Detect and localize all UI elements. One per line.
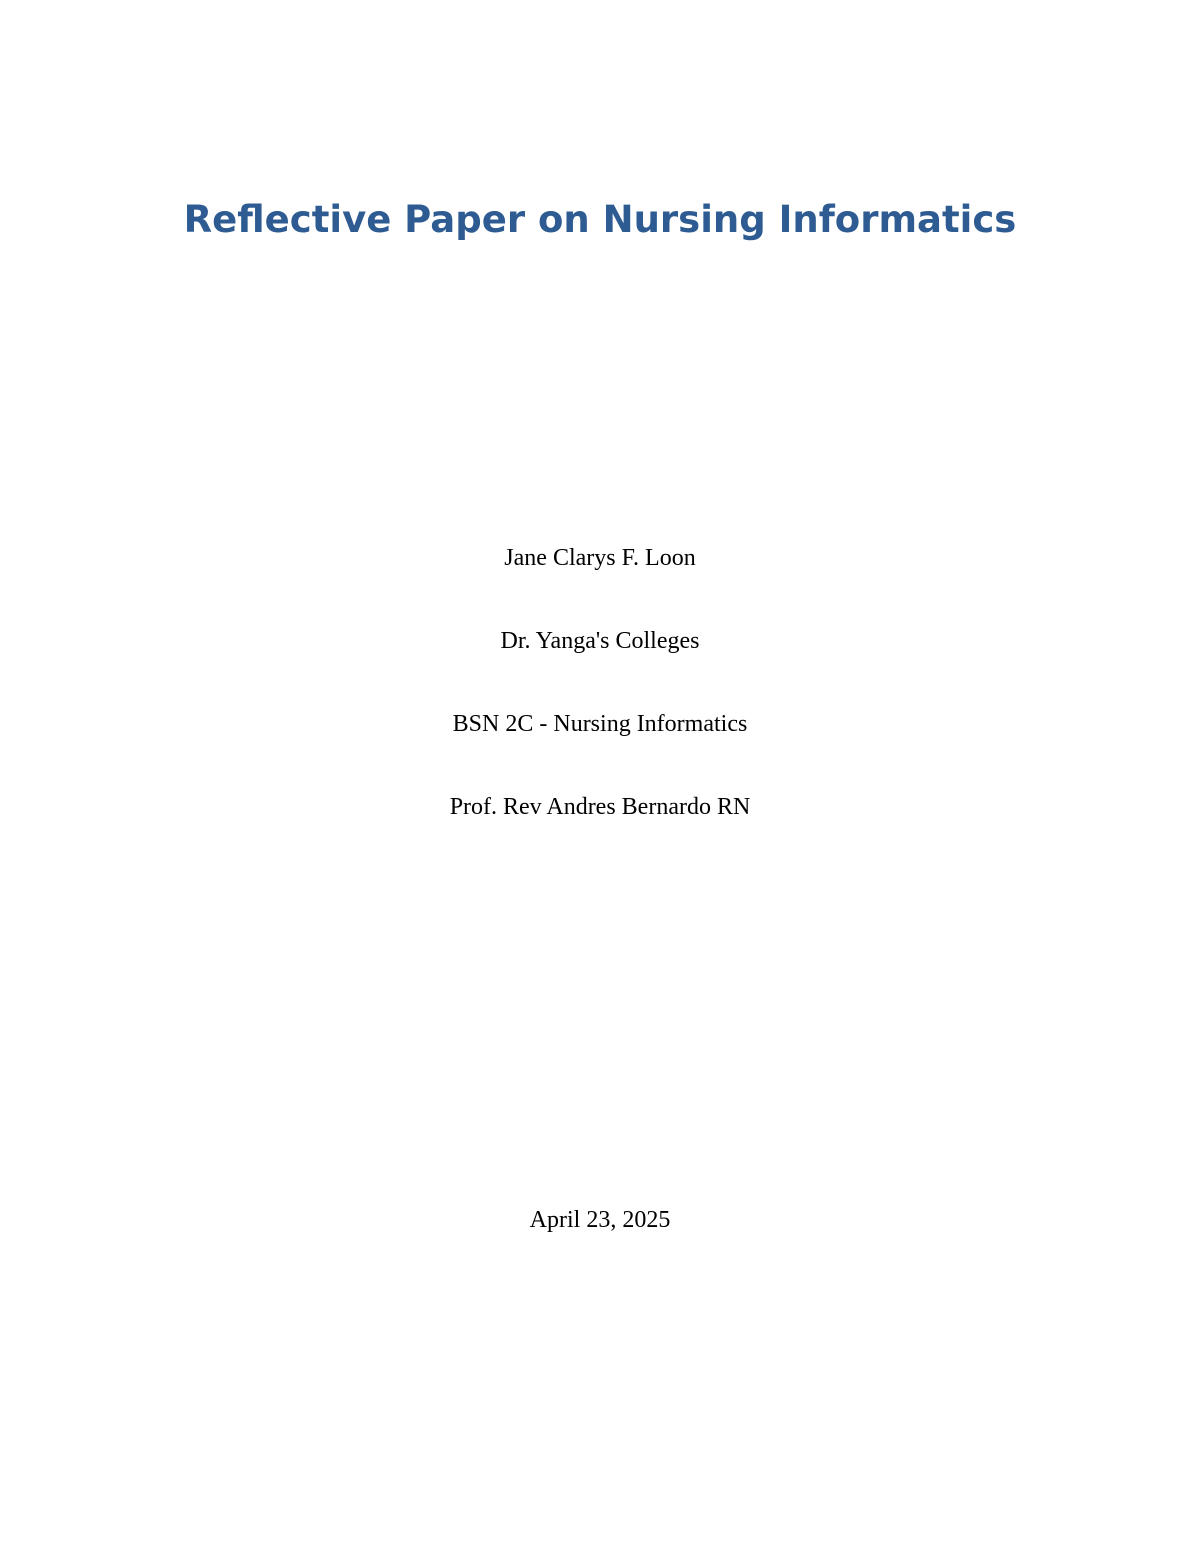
paper-title: Reflective Paper on Nursing Informatics (183, 198, 1017, 241)
institution-name: Dr. Yanga's Colleges (500, 628, 700, 654)
instructor-name: Prof. Rev Andres Bernardo RN (449, 794, 751, 820)
author-name: Jane Clarys F. Loon (504, 545, 696, 571)
paper-date: April 23, 2025 (529, 1207, 671, 1233)
course-name: BSN 2C - Nursing Informatics (452, 711, 748, 737)
